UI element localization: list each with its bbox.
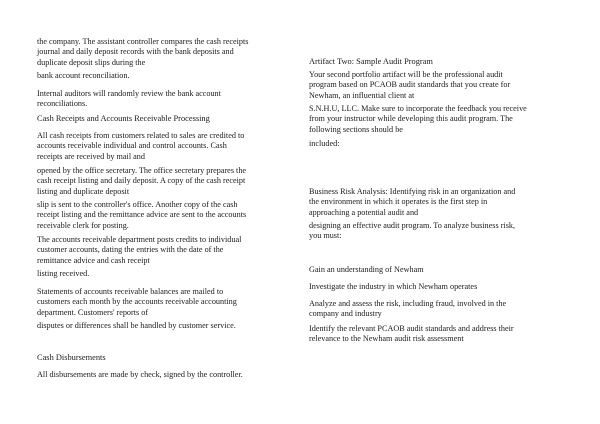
paragraph-portfolio-artifact: Your second portfolio artifact will be the professional audit program based on PCAOB audit standards that you create for Newham, an influential client at bbox=[309, 70, 511, 100]
paragraph-snhu-feedback: S.N.H.U, LLC. Make sure to incorporate the feedback you receive from your instructor while developing this audit program. The following sections should be bbox=[309, 104, 527, 134]
paragraph-included: included: bbox=[309, 139, 340, 148]
paragraph-disputes: disputes or differences shall be handled by customer service. bbox=[37, 321, 236, 330]
paragraph-accounts-receivable-posts: The accounts receivable department posts credits to individual customer accounts, dating the entries with the date of the remittance advice and cash receipt bbox=[37, 235, 242, 265]
list-item-investigate-industry: Investigate the industry in which Newham operates bbox=[309, 282, 478, 291]
paragraph-disbursements-by-check: All disbursements are made by check, signed by the controller. bbox=[37, 370, 243, 379]
paragraph-assistant-controller: the company. The assistant controller compares the cash receipts journal and daily deposit records with the bank deposits and duplicate deposit slips during the bbox=[37, 37, 249, 67]
heading-cash-disbursements: Cash Disbursements bbox=[37, 353, 106, 362]
paragraph-deposit-slip: slip is sent to the controller's office. Another copy of the cash receipt listing and the remittance advice are sent to the accounts receivable clerk for posting. bbox=[37, 200, 247, 230]
paragraph-business-risk-analysis: Business Risk Analysis: Identifying risk in an organization and the environment in which it operates is the first step in approaching a potential audit and bbox=[309, 187, 516, 217]
paragraph-listing-received: listing received. bbox=[37, 269, 90, 278]
heading-artifact-two: Artifact Two: Sample Audit Program bbox=[309, 57, 433, 66]
paragraph-designing-audit-program: designing an effective audit program. To analyze business risk, you must: bbox=[309, 221, 516, 241]
list-item-analyze-risk: Analyze and assess the risk, including fraud, involved in the company and industry bbox=[309, 299, 507, 319]
list-item-understanding-newham: Gain an understanding of Newham bbox=[309, 265, 424, 274]
paragraph-cash-receipts-credited: All cash receipts from customers related to sales are credited to accounts receivable individual and control accounts. Cash receipts are received by mail and bbox=[37, 131, 245, 161]
paragraph-office-secretary: opened by the office secretary. The office secretary prepares the cash receipt listing and daily deposit. A copy of the cash receipt listing and duplicate deposit bbox=[37, 166, 247, 196]
heading-cash-receipts: Cash Receipts and Accounts Receivable Processing bbox=[37, 114, 210, 123]
paragraph-statements-mailed: Statements of accounts receivable balances are mailed to customers each month by the accounts receivable accounting department. Customers' reports of bbox=[37, 287, 237, 317]
list-item-identify-pcaob-standards: Identify the relevant PCAOB audit standards and address their relevance to the Newham audit risk assessment bbox=[309, 324, 514, 344]
paragraph-bank-reconciliation: bank account reconciliation. bbox=[37, 71, 130, 80]
paragraph-internal-auditors: Internal auditors will randomly review the bank account reconciliations. bbox=[37, 89, 221, 109]
